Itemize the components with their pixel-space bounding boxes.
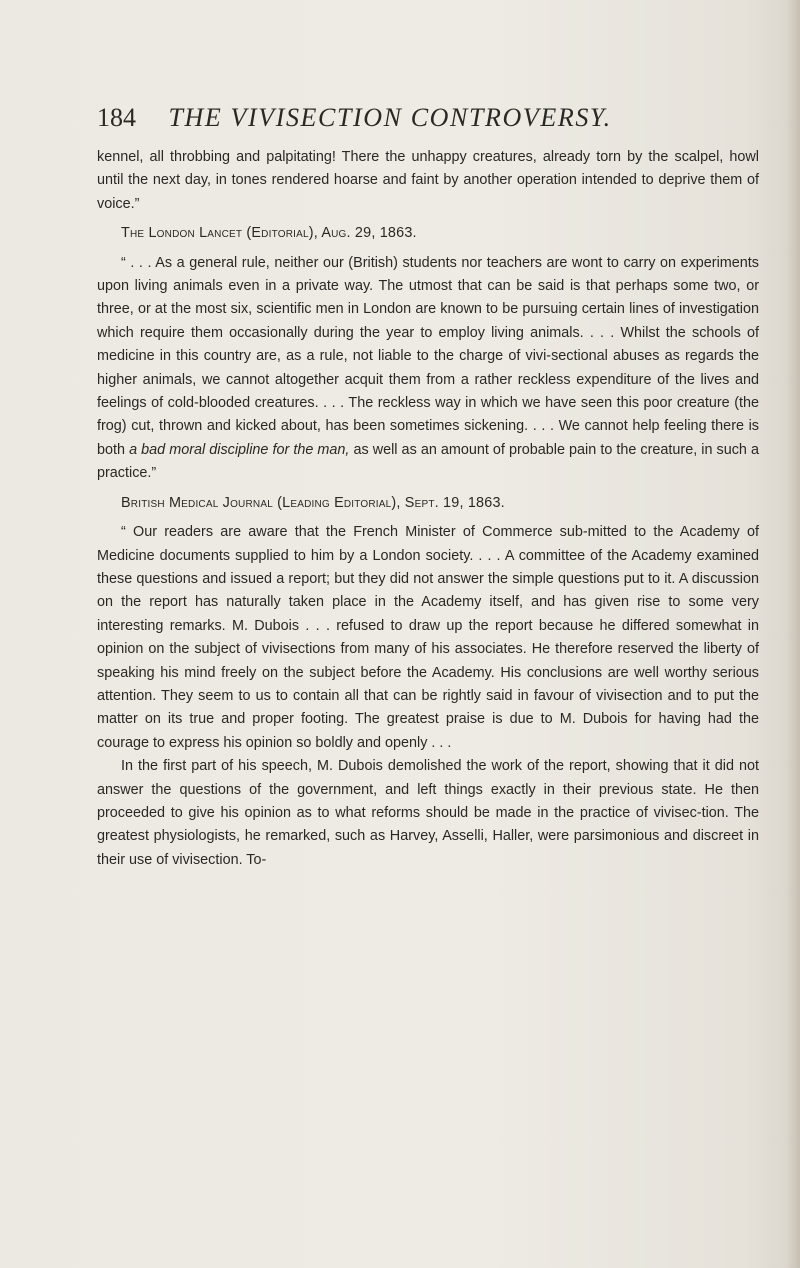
paragraph-text: “ . . . As a general rule, neither our (British) students nor teachers are wont to carry on experiments upon living animals even in a private way. The utmost that can be said is that perhaps some two, or three, or at the most six, scientific men in London are known to be pursuing certain lines of investigation which require them occasionally during the year to employ living animals. . . . Whilst the schools of medicine in this country are, as a rule, not liable to the charge of vivi-sectional abuses as regards the higher animals, we cannot altogether acquit them from a rather reckless expenditure of the lives and feelings of cold-blooded creatures. . . . The reckless way in which we have seen this poor creature (the frog) cut, thrown and kicked about, has been sometimes sickening. . . . We cannot help feeling there is both [97,254,759,458]
running-title: THE VIVISECTION CONTROVERSY. [168,103,612,132]
paragraph-text: as well as an amount of probable pain to the creature, in such a practice.” [97,441,759,482]
page-header [97,103,737,139]
page-number: 184 [97,103,136,132]
paragraph-lancet-quote [97,252,759,486]
paragraph-continuation: kennel, all throbbing and palpitating! There the unhappy creatures, already torn by the scalpel, howl until the next day, in tones rendered hoarse and faint by another operation intended to deprive them of voice.” [97,149,759,212]
emphasis-text: a bad moral discipline for the man, [129,441,350,458]
source-citation-lancet: The London Lancet (Editorial), Aug. 29, 1863. [121,225,417,242]
page-edge-shadow [786,0,800,1268]
body-text [97,146,759,872]
paragraph-dubois: In the first part of his speech, M. Dubois demolished the work of the report, showing that it did not answer the questions of the government, and left things exactly in their previous state. He then proceeded to give his opinion as to what reforms should be made in the practice of vivisec-tion. The greatest physiologists, he remarked, such as Harvey, Asselli, Haller, were parsimonious and discreet in their use of vivisection. To- [97,758,759,868]
source-citation-bmj: British Medical Journal (Leading Editorial), Sept. 19, 1863. [121,494,505,511]
paragraph-bmj-quote: “ Our readers are aware that the French Minister of Commerce sub-mitted to the Academy of Medicine documents supplied to him by a London society. . . . A committee of the Academy examined these questions and issued a report; but they did not answer the simple questions put to it. A discussion on the report has naturally taken place in the Academy itself, and has given rise to some very interesting remarks. M. Dubois . . . refused to draw up the report because he differed somewhat in opinion on the subject of vivisections from many of his associates. He therefore reserved the liberty of speaking his mind freely on the subject before the Academy. His conclusions are well worthy serious attention. They seem to us to contain all that can be rightly said in favour of vivisection and to put the matter on its true and proper footing. The greatest praise is due to M. Dubois for having had the courage to express his opinion so boldly and openly . . . [97,524,759,751]
